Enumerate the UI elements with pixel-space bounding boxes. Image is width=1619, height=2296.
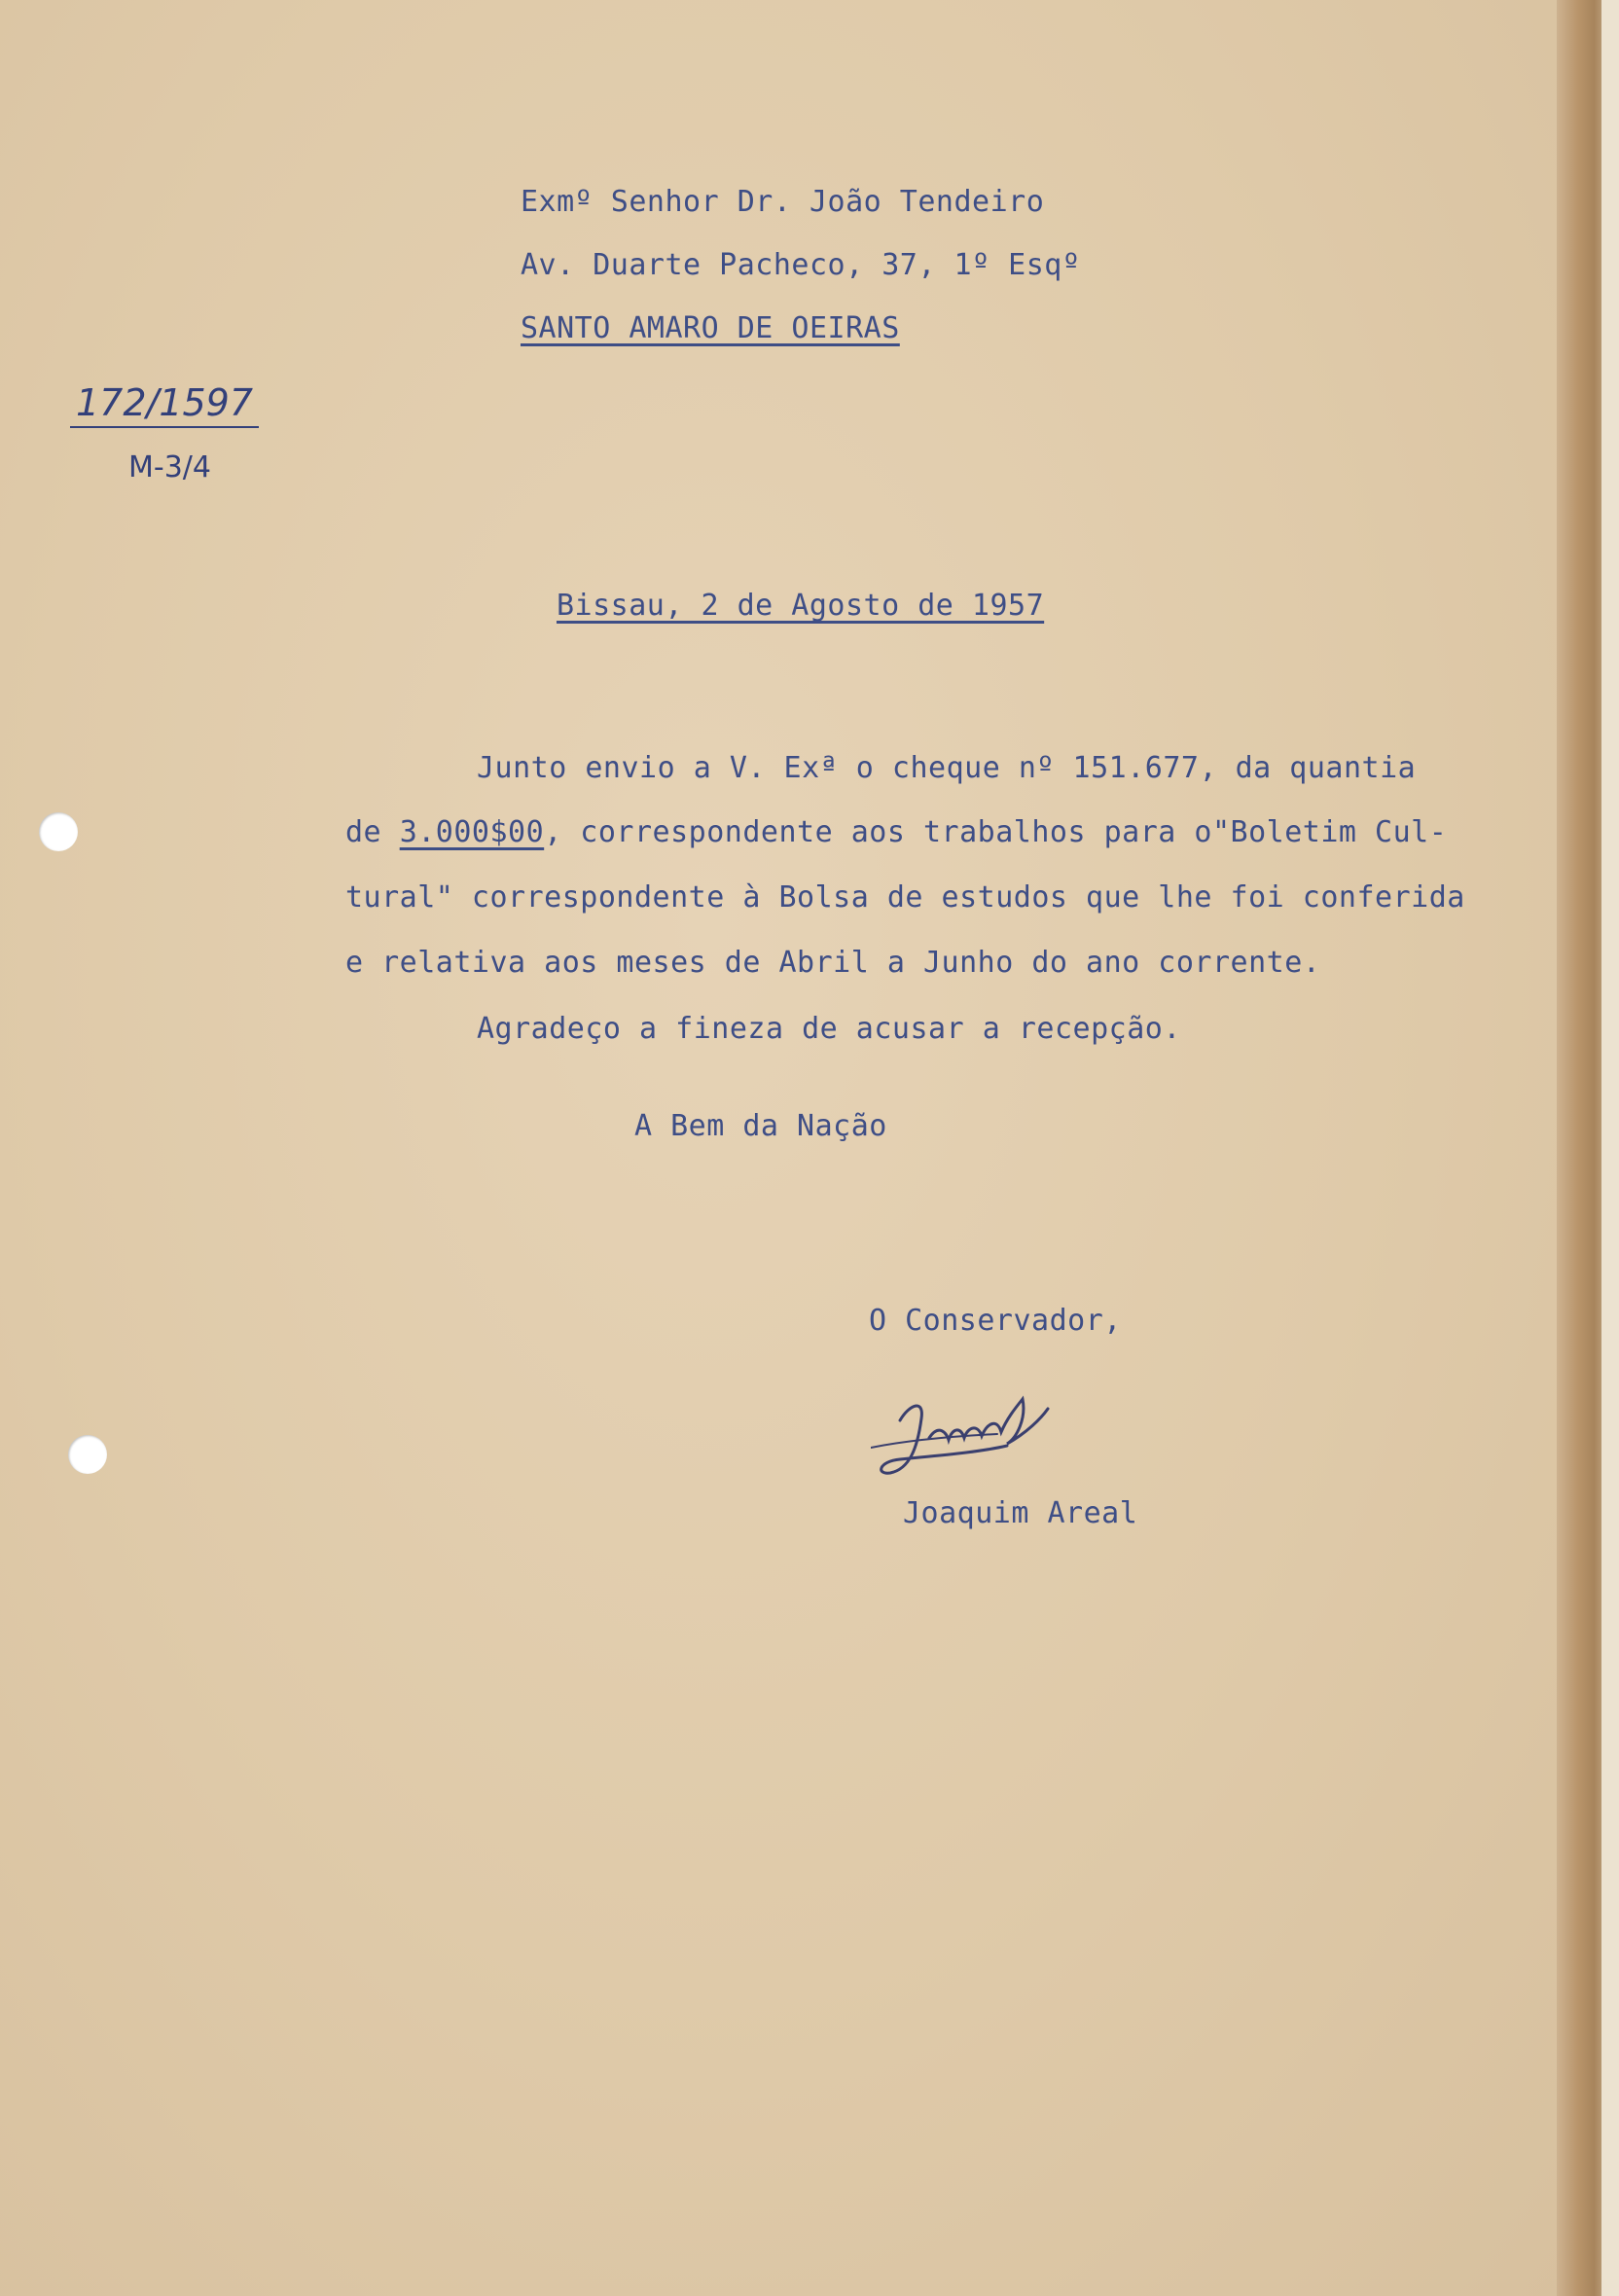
signatory-name: Joaquim Areal [903, 1496, 1138, 1530]
body-line-2-prefix: de [345, 815, 400, 849]
punch-hole-lower [68, 1435, 107, 1474]
cheque-amount: 3.000$00 [399, 815, 545, 849]
body-line-4: e relativa aos meses de Abril a Junho do ano corrente. [345, 946, 1321, 980]
punch-hole-upper [39, 812, 78, 851]
signature-image [871, 1380, 1124, 1487]
recipient-line-1: Exmº Senhor Dr. João Tendeiro [521, 185, 1045, 219]
body-line-3: tural" correspondente à Bolsa de estudos que lhe foi conferida [345, 880, 1465, 915]
body-line-2 [345, 815, 1447, 849]
reference-code: M-3/4 [128, 450, 211, 484]
recipient-line-3: SANTO AMARO DE OEIRAS [521, 311, 900, 345]
closing-phrase: A Bem da Nação [634, 1109, 887, 1143]
body-line-5: Agradeço a fineza de acusar a recepção. [477, 1012, 1181, 1046]
recipient-line-2: Av. Duarte Pacheco, 37, 1º Esqº [521, 248, 1081, 282]
date-line: Bissau, 2 de Agosto de 1957 [557, 589, 1045, 623]
signoff: O Conservador, [869, 1304, 1122, 1338]
body-line-1: Junto envio a V. Exª o cheque nº 151.677, da quantia [477, 751, 1417, 785]
paper-edge [1557, 0, 1619, 2296]
body-line-2-rest: , correspondente aos trabalhos para o"Boletim Cul- [544, 815, 1448, 849]
reference-number: 172/1597 [70, 381, 259, 428]
